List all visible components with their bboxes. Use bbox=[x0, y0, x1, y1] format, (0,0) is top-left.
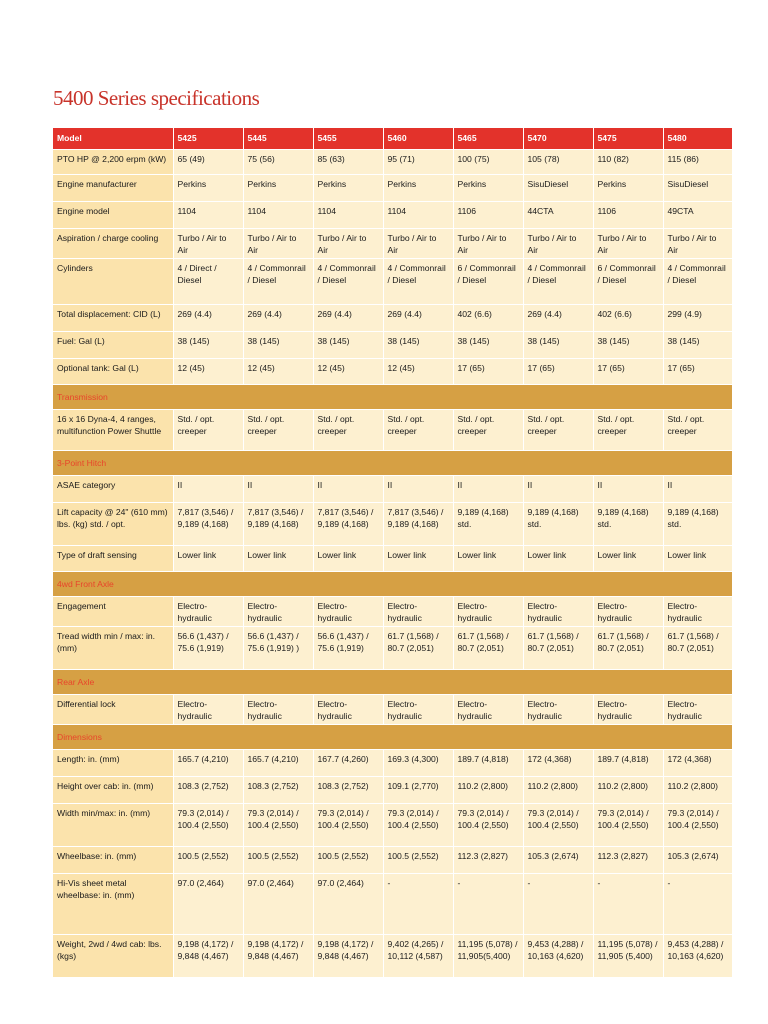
table-row bbox=[53, 202, 732, 229]
spec-value: Std. / opt. creeper bbox=[663, 410, 732, 451]
table-row bbox=[53, 175, 732, 202]
spec-value: II bbox=[173, 476, 243, 503]
table-header-row bbox=[53, 128, 732, 150]
spec-value: 108.3 (2,752) bbox=[313, 777, 383, 804]
spec-value: Lower link bbox=[663, 546, 732, 572]
spec-value: 56.6 (1,437) / 75.6 (1,919) ) bbox=[243, 627, 313, 670]
spec-value: 9,453 (4,288) / 10,163 (4,620) bbox=[663, 935, 732, 978]
spec-value: 110 (82) bbox=[593, 150, 663, 175]
spec-value: Perkins bbox=[243, 175, 313, 202]
spec-value: Lower link bbox=[453, 546, 523, 572]
spec-value: 100.5 (2,552) bbox=[313, 847, 383, 874]
row-label: Height over cab: in. (mm) bbox=[53, 777, 173, 804]
spec-value: Electro-hydraulic bbox=[383, 695, 453, 725]
spec-value: 79.3 (2,014) / 100.4 (2,550) bbox=[523, 804, 593, 847]
spec-value: Std. / opt. creeper bbox=[313, 410, 383, 451]
row-label: Tread width min / max: in. (mm) bbox=[53, 627, 173, 670]
spec-value: 4 / Commonrail / Diesel bbox=[383, 259, 453, 305]
spec-value: 100 (75) bbox=[453, 150, 523, 175]
spec-value: 7,817 (3,546) / 9,189 (4,168) bbox=[243, 503, 313, 546]
spec-value: 269 (4.4) bbox=[243, 305, 313, 332]
spec-table-body bbox=[53, 128, 732, 978]
spec-value: Lower link bbox=[313, 546, 383, 572]
row-label: Optional tank: Gal (L) bbox=[53, 359, 173, 385]
spec-value: Electro-hydraulic bbox=[593, 597, 663, 627]
spec-value: Turbo / Air to Air bbox=[453, 229, 523, 259]
spec-value: 79.3 (2,014) / 100.4 (2,550) bbox=[453, 804, 523, 847]
spec-value: 97.0 (2,464) bbox=[243, 874, 313, 935]
spec-value: 6 / Commonrail / Diesel bbox=[593, 259, 663, 305]
spec-value: 9,198 (4,172) / 9,848 (4,467) bbox=[173, 935, 243, 978]
spec-value: 4 / Commonrail / Diesel bbox=[313, 259, 383, 305]
spec-value: 105.3 (2,674) bbox=[663, 847, 732, 874]
spec-value: II bbox=[453, 476, 523, 503]
spec-value: Turbo / Air to Air bbox=[313, 229, 383, 259]
spec-value: II bbox=[383, 476, 453, 503]
table-row bbox=[53, 777, 732, 804]
spec-value: 9,198 (4,172) / 9,848 (4,467) bbox=[243, 935, 313, 978]
spec-value: Std. / opt. creeper bbox=[173, 410, 243, 451]
spec-value: 38 (145) bbox=[243, 332, 313, 359]
spec-value: Electro-hydraulic bbox=[243, 597, 313, 627]
spec-value: 38 (145) bbox=[523, 332, 593, 359]
row-label: PTO HP @ 2,200 erpm (kW) bbox=[53, 150, 173, 175]
spec-value: 9,189 (4,168) std. bbox=[593, 503, 663, 546]
spec-value: 105.3 (2,674) bbox=[523, 847, 593, 874]
table-row bbox=[53, 627, 732, 670]
spec-value: 4 / Direct / Diesel bbox=[173, 259, 243, 305]
spec-value: 110.2 (2,800) bbox=[593, 777, 663, 804]
spec-value: 38 (145) bbox=[383, 332, 453, 359]
spec-value: II bbox=[663, 476, 732, 503]
spec-value: 269 (4.4) bbox=[173, 305, 243, 332]
section-heading: Rear Axle bbox=[53, 670, 732, 695]
row-label: Engagement bbox=[53, 597, 173, 627]
spec-value: 38 (145) bbox=[313, 332, 383, 359]
spec-value: - bbox=[383, 874, 453, 935]
spec-value: - bbox=[453, 874, 523, 935]
header-cell-model-number: 5470 bbox=[523, 128, 593, 150]
spec-value: 169.3 (4,300) bbox=[383, 750, 453, 777]
spec-value: Turbo / Air to Air bbox=[243, 229, 313, 259]
spec-value: 61.7 (1,568) / 80.7 (2,051) bbox=[523, 627, 593, 670]
spec-value: 9,189 (4,168) std. bbox=[663, 503, 732, 546]
spec-value: 1104 bbox=[383, 202, 453, 229]
table-row bbox=[53, 150, 732, 175]
spec-value: 9,189 (4,168) std. bbox=[523, 503, 593, 546]
spec-value: Electro-hydraulic bbox=[523, 695, 593, 725]
table-row bbox=[53, 546, 732, 572]
spec-value: 7,817 (3,546) / 9,189 (4,168) bbox=[313, 503, 383, 546]
spec-value: 4 / Commonrail / Diesel bbox=[663, 259, 732, 305]
spec-value: 79.3 (2,014) / 100.4 (2,550) bbox=[243, 804, 313, 847]
table-row bbox=[53, 695, 732, 725]
section-row bbox=[53, 572, 732, 597]
spec-value: II bbox=[313, 476, 383, 503]
spec-value: II bbox=[593, 476, 663, 503]
spec-value: 38 (145) bbox=[593, 332, 663, 359]
spec-value: Std. / opt. creeper bbox=[453, 410, 523, 451]
spec-value: 269 (4.4) bbox=[313, 305, 383, 332]
spec-value: Perkins bbox=[313, 175, 383, 202]
table-row bbox=[53, 597, 732, 627]
section-row bbox=[53, 385, 732, 410]
spec-value: 12 (45) bbox=[173, 359, 243, 385]
spec-value: 4 / Commonrail / Diesel bbox=[523, 259, 593, 305]
spec-value: 1104 bbox=[173, 202, 243, 229]
table-row bbox=[53, 410, 732, 451]
spec-value: 165.7 (4,210) bbox=[243, 750, 313, 777]
spec-value: SisuDiesel bbox=[663, 175, 732, 202]
spec-value: 61.7 (1,568) / 80.7 (2,051) bbox=[593, 627, 663, 670]
row-label: Hi-Vis sheet metal wheelbase: in. (mm) bbox=[53, 874, 173, 935]
spec-value: Std. / opt. creeper bbox=[383, 410, 453, 451]
spec-value: 189.7 (4,818) bbox=[593, 750, 663, 777]
spec-value: 11,195 (5,078) / 11,905 (5,400) bbox=[593, 935, 663, 978]
spec-value: 4 / Commonrail / Diesel bbox=[243, 259, 313, 305]
section-heading: 3-Point Hitch bbox=[53, 451, 732, 476]
row-label: Type of draft sensing bbox=[53, 546, 173, 572]
spec-value: 110.2 (2,800) bbox=[663, 777, 732, 804]
spec-value: 97.0 (2,464) bbox=[173, 874, 243, 935]
spec-value: Electro-hydraulic bbox=[173, 597, 243, 627]
spec-value: 79.3 (2,014) / 100.4 (2,550) bbox=[383, 804, 453, 847]
spec-value: 172 (4,368) bbox=[663, 750, 732, 777]
spec-value: 12 (45) bbox=[383, 359, 453, 385]
spec-value: Turbo / Air to Air bbox=[593, 229, 663, 259]
spec-value: 38 (145) bbox=[663, 332, 732, 359]
spec-value: 49CTA bbox=[663, 202, 732, 229]
spec-value: 110.2 (2,800) bbox=[453, 777, 523, 804]
spec-value: 269 (4.4) bbox=[523, 305, 593, 332]
spec-value: Electro-hydraulic bbox=[523, 597, 593, 627]
spec-value: 9,198 (4,172) / 9,848 (4,467) bbox=[313, 935, 383, 978]
spec-value: 112.3 (2,827) bbox=[453, 847, 523, 874]
spec-value: 17 (65) bbox=[663, 359, 732, 385]
spec-value: Lower link bbox=[383, 546, 453, 572]
row-label: Length: in. (mm) bbox=[53, 750, 173, 777]
section-heading: Dimensions bbox=[53, 725, 732, 750]
row-label: Aspiration / charge cooling bbox=[53, 229, 173, 259]
header-cell-model-number: 5455 bbox=[313, 128, 383, 150]
spec-value: 56.6 (1,437) / 75.6 (1,919) bbox=[313, 627, 383, 670]
spec-value: Perkins bbox=[593, 175, 663, 202]
table-row bbox=[53, 847, 732, 874]
spec-value: Electro-hydraulic bbox=[663, 597, 732, 627]
spec-value: II bbox=[523, 476, 593, 503]
spec-value: 17 (65) bbox=[593, 359, 663, 385]
spec-value: - bbox=[523, 874, 593, 935]
table-row bbox=[53, 750, 732, 777]
table-row bbox=[53, 332, 732, 359]
row-label: Total displacement: CID (L) bbox=[53, 305, 173, 332]
table-row bbox=[53, 935, 732, 978]
page-title: 5400 Series specifications bbox=[53, 86, 260, 110]
spec-value: 44CTA bbox=[523, 202, 593, 229]
spec-value: Lower link bbox=[243, 546, 313, 572]
spec-value: 100.5 (2,552) bbox=[243, 847, 313, 874]
spec-value: 7,817 (3,546) / 9,189 (4,168) bbox=[383, 503, 453, 546]
spec-value: 61.7 (1,568) / 80.7 (2,051) bbox=[453, 627, 523, 670]
spec-value: 189.7 (4,818) bbox=[453, 750, 523, 777]
spec-value: Perkins bbox=[173, 175, 243, 202]
spec-value: SisuDiesel bbox=[523, 175, 593, 202]
spec-value: Std. / opt. creeper bbox=[593, 410, 663, 451]
row-label: Wheelbase: in. (mm) bbox=[53, 847, 173, 874]
header-cell-model-number: 5465 bbox=[453, 128, 523, 150]
header-cell-model: Model bbox=[53, 128, 173, 150]
table-row bbox=[53, 359, 732, 385]
spec-value: 299 (4.9) bbox=[663, 305, 732, 332]
table-row bbox=[53, 503, 732, 546]
spec-value: 269 (4.4) bbox=[383, 305, 453, 332]
spec-value: 79.3 (2,014) / 100.4 (2,550) bbox=[313, 804, 383, 847]
spec-value: Std. / opt. creeper bbox=[523, 410, 593, 451]
spec-value: 9,453 (4,288) / 10,163 (4,620) bbox=[523, 935, 593, 978]
spec-value: Electro-hydraulic bbox=[383, 597, 453, 627]
table-row bbox=[53, 259, 732, 305]
spec-value: 1104 bbox=[243, 202, 313, 229]
spec-value: Lower link bbox=[593, 546, 663, 572]
spec-value: Turbo / Air to Air bbox=[523, 229, 593, 259]
table-row bbox=[53, 874, 732, 935]
spec-value: Electro-hydraulic bbox=[593, 695, 663, 725]
spec-value: 79.3 (2,014) / 100.4 (2,550) bbox=[173, 804, 243, 847]
section-row bbox=[53, 670, 732, 695]
spec-value: 100.5 (2,552) bbox=[173, 847, 243, 874]
spec-value: 9,402 (4,265) / 10,112 (4,587) bbox=[383, 935, 453, 978]
spec-value: 56.6 (1,437) / 75.6 (1,919) bbox=[173, 627, 243, 670]
spec-value: 38 (145) bbox=[453, 332, 523, 359]
spec-value: 108.3 (2,752) bbox=[243, 777, 313, 804]
spec-value: 65 (49) bbox=[173, 150, 243, 175]
section-heading: Transmission bbox=[53, 385, 732, 410]
spec-value: 17 (65) bbox=[523, 359, 593, 385]
spec-value: II bbox=[243, 476, 313, 503]
spec-value: 17 (65) bbox=[453, 359, 523, 385]
spec-value: - bbox=[593, 874, 663, 935]
spec-value: Electro-hydraulic bbox=[663, 695, 732, 725]
spec-value: 38 (145) bbox=[173, 332, 243, 359]
row-label: Differential lock bbox=[53, 695, 173, 725]
row-label: Cylinders bbox=[53, 259, 173, 305]
spec-value: Std. / opt. creeper bbox=[243, 410, 313, 451]
section-row bbox=[53, 725, 732, 750]
spec-value: Lower link bbox=[173, 546, 243, 572]
row-label: Fuel: Gal (L) bbox=[53, 332, 173, 359]
row-label: ASAE category bbox=[53, 476, 173, 503]
spec-value: 402 (6.6) bbox=[593, 305, 663, 332]
spec-value: Electro-hydraulic bbox=[243, 695, 313, 725]
spec-value: Electro-hydraulic bbox=[313, 597, 383, 627]
row-label: Weight, 2wd / 4wd cab: lbs. (kgs) bbox=[53, 935, 173, 978]
header-cell-model-number: 5460 bbox=[383, 128, 453, 150]
table-row bbox=[53, 804, 732, 847]
spec-value: 1106 bbox=[453, 202, 523, 229]
row-label: Lift capacity @ 24" (610 mm) lbs. (kg) std. / opt. bbox=[53, 503, 173, 546]
spec-value: 115 (86) bbox=[663, 150, 732, 175]
spec-value: 112.3 (2,827) bbox=[593, 847, 663, 874]
spec-value: - bbox=[663, 874, 732, 935]
spec-value: 6 / Commonrail / Diesel bbox=[453, 259, 523, 305]
spec-value: Turbo / Air to Air bbox=[663, 229, 732, 259]
spec-value: 12 (45) bbox=[313, 359, 383, 385]
spec-value: Lower link bbox=[523, 546, 593, 572]
header-cell-model-number: 5480 bbox=[663, 128, 732, 150]
spec-value: Perkins bbox=[453, 175, 523, 202]
spec-value: 75 (56) bbox=[243, 150, 313, 175]
header-cell-model-number: 5445 bbox=[243, 128, 313, 150]
table-row bbox=[53, 305, 732, 332]
section-heading: 4wd Front Axle bbox=[53, 572, 732, 597]
spec-value: 1104 bbox=[313, 202, 383, 229]
header-cell-model-number: 5475 bbox=[593, 128, 663, 150]
spec-value: 108.3 (2,752) bbox=[173, 777, 243, 804]
spec-value: Perkins bbox=[383, 175, 453, 202]
section-row bbox=[53, 451, 732, 476]
header-cell-model-number: 5425 bbox=[173, 128, 243, 150]
spec-value: Electro-hydraulic bbox=[313, 695, 383, 725]
spec-value: Turbo / Air to Air bbox=[383, 229, 453, 259]
spec-value: Electro-hydraulic bbox=[453, 695, 523, 725]
spec-value: 167.7 (4,260) bbox=[313, 750, 383, 777]
table-row bbox=[53, 229, 732, 259]
spec-value: 110.2 (2,800) bbox=[523, 777, 593, 804]
spec-value: 165.7 (4,210) bbox=[173, 750, 243, 777]
spec-value: 109.1 (2,770) bbox=[383, 777, 453, 804]
row-label: Engine model bbox=[53, 202, 173, 229]
spec-value: 95 (71) bbox=[383, 150, 453, 175]
spec-value: 61.7 (1,568) / 80.7 (2,051) bbox=[383, 627, 453, 670]
spec-value: 85 (63) bbox=[313, 150, 383, 175]
spec-value: 79.3 (2,014) / 100.4 (2,550) bbox=[593, 804, 663, 847]
spec-value: 9,189 (4,168) std. bbox=[453, 503, 523, 546]
row-label: Width min/max: in. (mm) bbox=[53, 804, 173, 847]
spec-value: 97.0 (2,464) bbox=[313, 874, 383, 935]
spec-table bbox=[53, 128, 732, 978]
spec-value: 61.7 (1,568) / 80.7 (2,051) bbox=[663, 627, 732, 670]
spec-value: 402 (6.6) bbox=[453, 305, 523, 332]
spec-value: Turbo / Air to Air bbox=[173, 229, 243, 259]
spec-value: 1106 bbox=[593, 202, 663, 229]
spec-value: 11,195 (5,078) / 11,905(5,400) bbox=[453, 935, 523, 978]
spec-value: 100.5 (2,552) bbox=[383, 847, 453, 874]
row-label: 16 x 16 Dyna-4, 4 ranges, multifunction Power Shuttle bbox=[53, 410, 173, 451]
spec-value: 172 (4,368) bbox=[523, 750, 593, 777]
table-row bbox=[53, 476, 732, 503]
spec-value: 105 (78) bbox=[523, 150, 593, 175]
spec-value: Electro-hydraulic bbox=[453, 597, 523, 627]
row-label: Engine manufacturer bbox=[53, 175, 173, 202]
spec-value: 7,817 (3,546) / 9,189 (4,168) bbox=[173, 503, 243, 546]
spec-value: 12 (45) bbox=[243, 359, 313, 385]
spec-value: 79.3 (2,014) / 100.4 (2,550) bbox=[663, 804, 732, 847]
spec-value: Electro-hydraulic bbox=[173, 695, 243, 725]
